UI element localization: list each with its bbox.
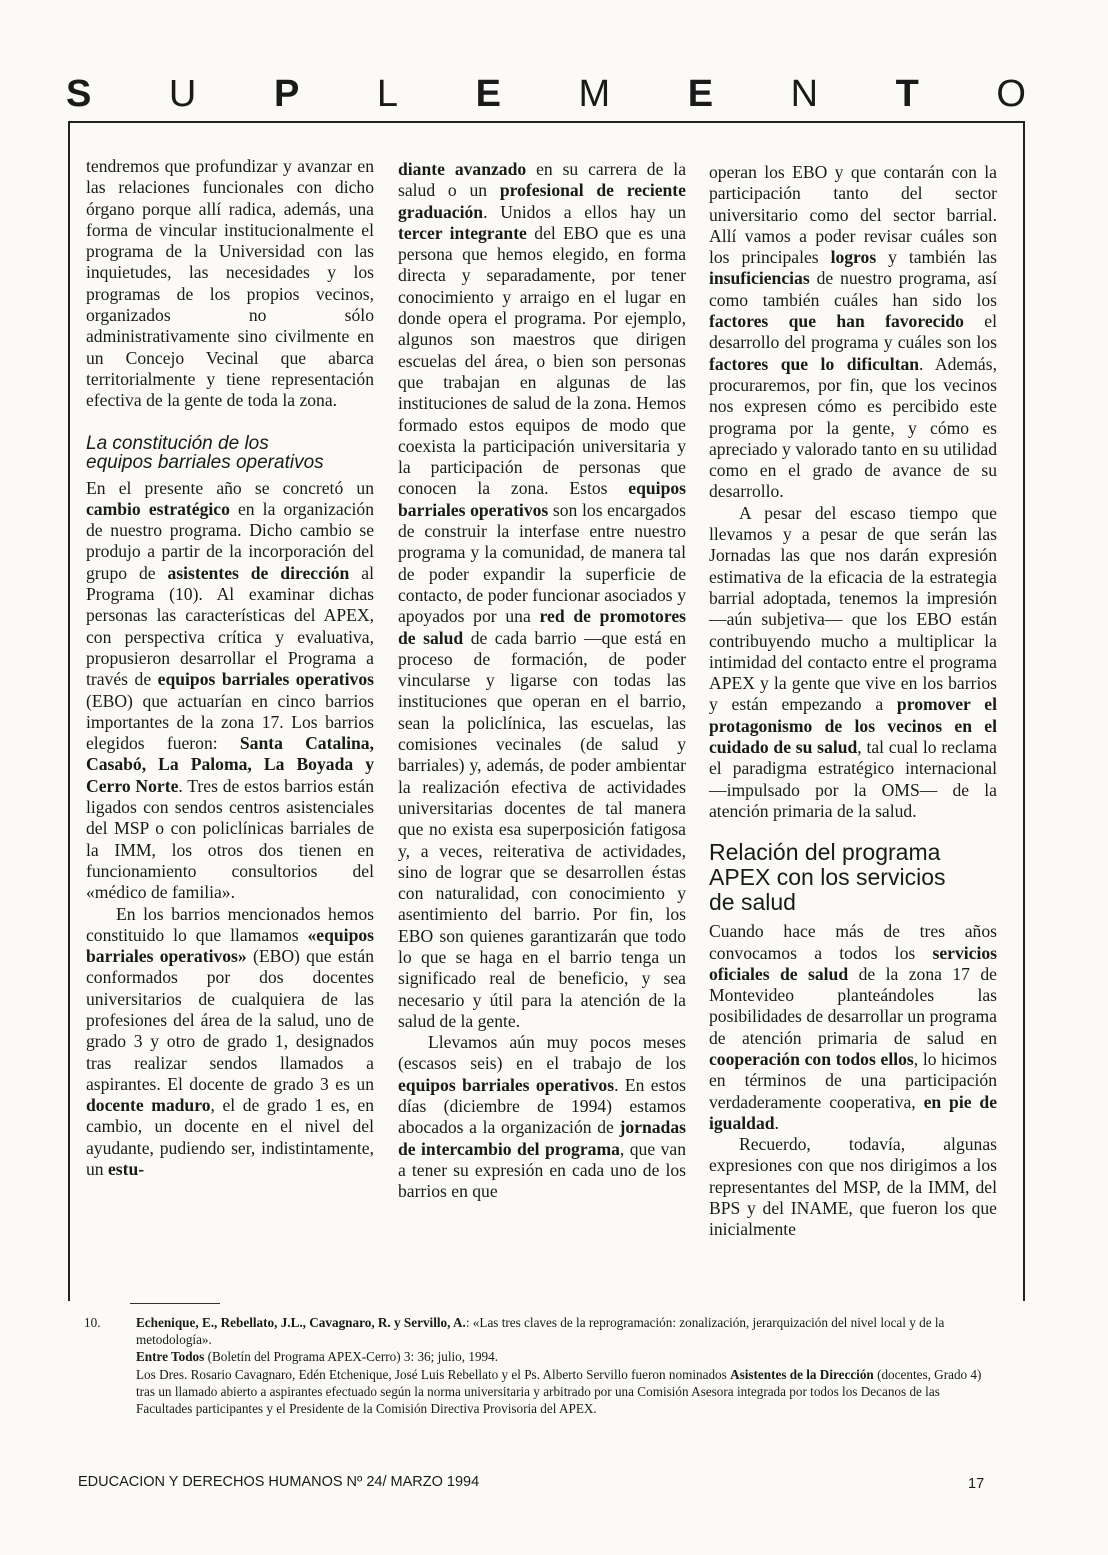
paragraph bbox=[86, 478, 374, 904]
text-run: de la zona 17 de Montevideo planteándoles las posibilidades de desarrollar un programa de atención primaria de salud en bbox=[709, 963, 997, 1048]
bold-run: en pie de igualdad bbox=[709, 1091, 997, 1133]
bold-run: equipos barriales operativos bbox=[398, 478, 686, 520]
paragraph bbox=[709, 162, 997, 503]
text-run: A pesar del escaso tiempo que llevamos y a pesar de que serán las Jornadas las que nos darán expresión estimativa de la eficacia de la estrategia barrial adoptada, tenemos la impresión —aún subjetiva— que los EBO están contribuyendo mucho a multiplicar la intimidad del contacto entre el programa APEX y la gente que vive en los barrios y están empezando a bbox=[709, 502, 997, 715]
paragraph bbox=[709, 921, 997, 1134]
paragraph bbox=[398, 159, 686, 1032]
text-run: del EBO que es una persona que hemos elegido, en forma directa y separadamente, por tener conocimiento y arraigo en el lugar en donde opera el programa. Por ejemplo, algunos son maestros que dirigen escuelas del área, o bien son personas que trabajan en algunas de las instituciones de salud de la zona. Hemos formado estos equipos de modo que coexista la participación universitaria y la participación de personas que conocen la zona. Estos bbox=[398, 222, 686, 499]
text-run: (EBO) que actuarían en cinco barrios importantes de la zona 17. Los barrios elegidos fueron: bbox=[86, 690, 374, 754]
text-run: . Unidos a ellos hay un bbox=[483, 201, 686, 222]
subheading bbox=[86, 434, 374, 472]
text-run: , tal cual lo reclama el paradigma estratégico internacional —impulsado por la OMS— de la atención primaria de la salud. bbox=[709, 737, 997, 821]
footnote-line bbox=[136, 1348, 984, 1365]
bold-run: factores que lo dificultan bbox=[709, 353, 920, 374]
text-run: Cuando hace más de tres años convocamos a todos los bbox=[709, 921, 997, 963]
masthead-letter: U bbox=[168, 73, 197, 115]
column-1 bbox=[86, 156, 374, 1180]
footnote-rule bbox=[130, 1303, 220, 1304]
text-run: son los encargados de construir la interfase entre nuestro programa y la comunidad, de manera tal de poder expandir la superficie de contacto, de poder funcionar asociados y apoyados por una bbox=[398, 499, 686, 627]
paragraph: Recuerdo, todavía, algunas expresiones con que nos dirigimos a los representantes del MSP, de la IMM, del BPS y del INAME, que fueron los que inicialmente bbox=[709, 1134, 997, 1240]
footnote-line bbox=[136, 1314, 984, 1348]
bold-run: servicios oficiales de salud bbox=[709, 942, 997, 984]
text-run: Llevamos aún muy pocos meses (escasos seis) en el trabajo de los bbox=[398, 1032, 686, 1074]
text-run: en la organización de nuestro programa. Dicho cambio se produjo a partir de la incorporación del grupo de bbox=[86, 498, 374, 583]
text-run: : «Las tres claves de la reprogramación: zonalización, jerarquización del nivel local y de la metodología». bbox=[136, 1315, 945, 1348]
text-run: . En estos días (diciembre de 1994) estamos abocados a la organización de bbox=[398, 1074, 686, 1138]
text-run: , el de grado 1 es, en cambio, un docente en el nivel del ayudante, pudiendo ser, indistintamente, un bbox=[86, 1095, 374, 1180]
masthead-letter: M bbox=[578, 73, 611, 115]
masthead-letter: L bbox=[376, 73, 398, 115]
paragraph bbox=[86, 904, 374, 1181]
bold-run: jornadas de intercambio del programa bbox=[398, 1117, 686, 1159]
bold-run: equipos barriales operativos bbox=[398, 1074, 615, 1095]
bold-run: equipos barriales operativos bbox=[157, 669, 374, 690]
text-run: . Tres de estos barrios están ligados con sendos centros asistenciales del MSP o con policlínicas barriales de la IMM, los otros dos tienen en funcionamiento consultorios del «médico de familia». bbox=[86, 775, 374, 903]
bold-run: red de promotores de salud bbox=[398, 606, 686, 648]
text-run: , lo hicimos en términos de una participación verdaderamente cooperativa, bbox=[709, 1048, 998, 1112]
masthead-letter: E bbox=[687, 73, 714, 115]
bold-run: Echenique, E., Rebellato, J.L., Cavagnaro, R. y Servillo, A. bbox=[136, 1315, 466, 1330]
bold-run: diante avanzado bbox=[398, 159, 527, 179]
text-run: al Programa (10). Al examinar dichas personas las características del APEX, con perspectiva crítica y evaluativa, propusieron desarrollar el Programa a través de bbox=[86, 562, 374, 690]
masthead-letter: S bbox=[66, 73, 92, 115]
frame-top-rule bbox=[68, 121, 1024, 123]
text-run: . Además, procuraremos, por fin, que los vecinos nos expresen cómo es percibido este programa por la gente, y cómo es apreciado y valorado tanto en su utilidad como en el grado de avance de su desarrollo. bbox=[709, 353, 997, 502]
column-3 bbox=[709, 162, 997, 1241]
bold-run: insuficiencias bbox=[709, 268, 810, 289]
paragraph bbox=[398, 1032, 686, 1202]
frame-left-rule bbox=[68, 121, 70, 1301]
publication-footer: EDUCACION Y DERECHOS HUMANOS Nº 24/ MARZO 1994 bbox=[78, 1474, 480, 1490]
text-run: operan los EBO y que contarán con la participación tanto del sector universitario como del sector barrial. Allí vamos a poder revisar cuáles son los principales bbox=[709, 162, 997, 268]
heading-line: Relación del programa bbox=[709, 839, 941, 866]
text-run: de nuestro programa, así como también cuáles han sido los bbox=[709, 268, 997, 310]
masthead-letter: T bbox=[895, 73, 919, 115]
bold-run: promover el protagonismo de los vecinos en el cuidado de su salud bbox=[709, 694, 998, 758]
text-run: En el presente año se concretó un bbox=[86, 477, 374, 498]
masthead-letter: O bbox=[996, 73, 1026, 115]
footnote-body bbox=[136, 1314, 984, 1417]
text-run: Los Dres. Rosario Cavagnaro, Edén Etchenique, José Luis Rebellato y el Ps. Alberto Servillo fueron nominados bbox=[136, 1366, 731, 1382]
text-run: en su carrera de la salud o un bbox=[398, 159, 687, 201]
text-run: , que van a tener su expresión en cada uno de los barrios en que bbox=[398, 1138, 686, 1202]
text-run: (EBO) que están conformados por dos docentes universitarios de cualquiera de las profesiones del área de la salud, uno de grado 3 y otro de grado 1, designados tras realizar sendos llamados a aspirantes. El docente de grado 3 es un bbox=[86, 946, 375, 1094]
section-heading bbox=[709, 840, 997, 915]
bold-run: docente maduro bbox=[86, 1095, 211, 1116]
bold-run: profesional de reciente graduación bbox=[398, 180, 686, 222]
subheading-line: La constitución de los bbox=[86, 432, 269, 454]
text-run: de cada barrio —que está en proceso de formación, de poder vincularse y ligarse con todas las instituciones que operan en el barrio, sean la policlínica, las escuelas, las comisiones vecinales (de salud y barriales) y, además, de poder ambientar la realización efectiva de actividades universitarias docentes de tal manera que no exista esa superposición fatigosa y, a veces, reiterativa de actividades, sino de lograr que se desarrollen éstas con naturalidad, con conocimiento y asentimiento del barrio. Por fin, los EBO son quienes garantizarán que todo lo que se haga en el barrio tenga un significado real de beneficio, y sea necesario y útil para la atención de la salud de la gente. bbox=[398, 627, 687, 1031]
subheading-line: equipos barriales operativos bbox=[86, 451, 324, 473]
page-number: 17 bbox=[968, 1476, 985, 1492]
masthead bbox=[66, 68, 1026, 120]
footnote-number: 10. bbox=[84, 1315, 101, 1330]
bold-run: asistentes de dirección bbox=[167, 562, 350, 583]
text-run: y también las bbox=[876, 247, 997, 268]
text-run: . bbox=[774, 1112, 779, 1133]
footnote bbox=[84, 1314, 984, 1417]
frame-right-rule bbox=[1023, 121, 1025, 1301]
masthead-letter: E bbox=[475, 73, 501, 115]
bold-run: Entre Todos bbox=[136, 1349, 205, 1365]
footnote-line bbox=[136, 1366, 984, 1418]
paragraph: tendremos que profundizar y avanzar en las relaciones funcionales con dicho órgano porque allí radica, además, una forma de vincular institucionalmente el programa de la Universidad con las inquietudes, las necesidades y los programas de los propios vecinos, organizados no sólo administrativamente sino civilmente en un Concejo Vecinal que abarca territorialmente y tiene representación efectiva de la gente de toda la zona. bbox=[86, 156, 374, 411]
bold-run: Santa Catalina, Casabó, La Paloma, La Boyada y Cerro Norte bbox=[86, 733, 375, 796]
bold-run: Asistentes de la Dirección bbox=[730, 1366, 874, 1382]
masthead-letter: P bbox=[273, 73, 300, 115]
bold-run: logros bbox=[830, 247, 877, 268]
text-run: (Boletín del Programa APEX-Cerro) 3: 36; julio, 1994. bbox=[204, 1349, 499, 1365]
heading-line: APEX con los servicios bbox=[709, 864, 946, 891]
column-2 bbox=[398, 159, 686, 1203]
heading-line: de salud bbox=[709, 889, 796, 916]
bold-run: estu- bbox=[108, 1159, 145, 1180]
masthead-letter: N bbox=[790, 73, 819, 115]
bold-run: «equipos barriales operativos» bbox=[86, 924, 374, 967]
text-run: (docentes, Grado 4) tras un llamado abierto a aspirantes efectuado según la norma universitaria y arbitrado por una Comisión Asesora integrada por todos los Decanos de las Facultades participantes y el Presidente de la Comisión Directiva Provisoria del APEX. bbox=[136, 1366, 982, 1417]
text-run: En los barrios mencionados hemos constituido lo que llamamos bbox=[86, 903, 374, 945]
bold-run: tercer integrante bbox=[398, 222, 527, 243]
bold-run: cambio estratégico bbox=[86, 498, 230, 519]
paragraph bbox=[709, 503, 997, 822]
text-run: el desarrollo del programa y cuáles son los bbox=[709, 311, 997, 353]
bold-run: factores que han favorecido bbox=[709, 311, 964, 332]
bold-run: cooperación con todos ellos bbox=[709, 1048, 914, 1069]
